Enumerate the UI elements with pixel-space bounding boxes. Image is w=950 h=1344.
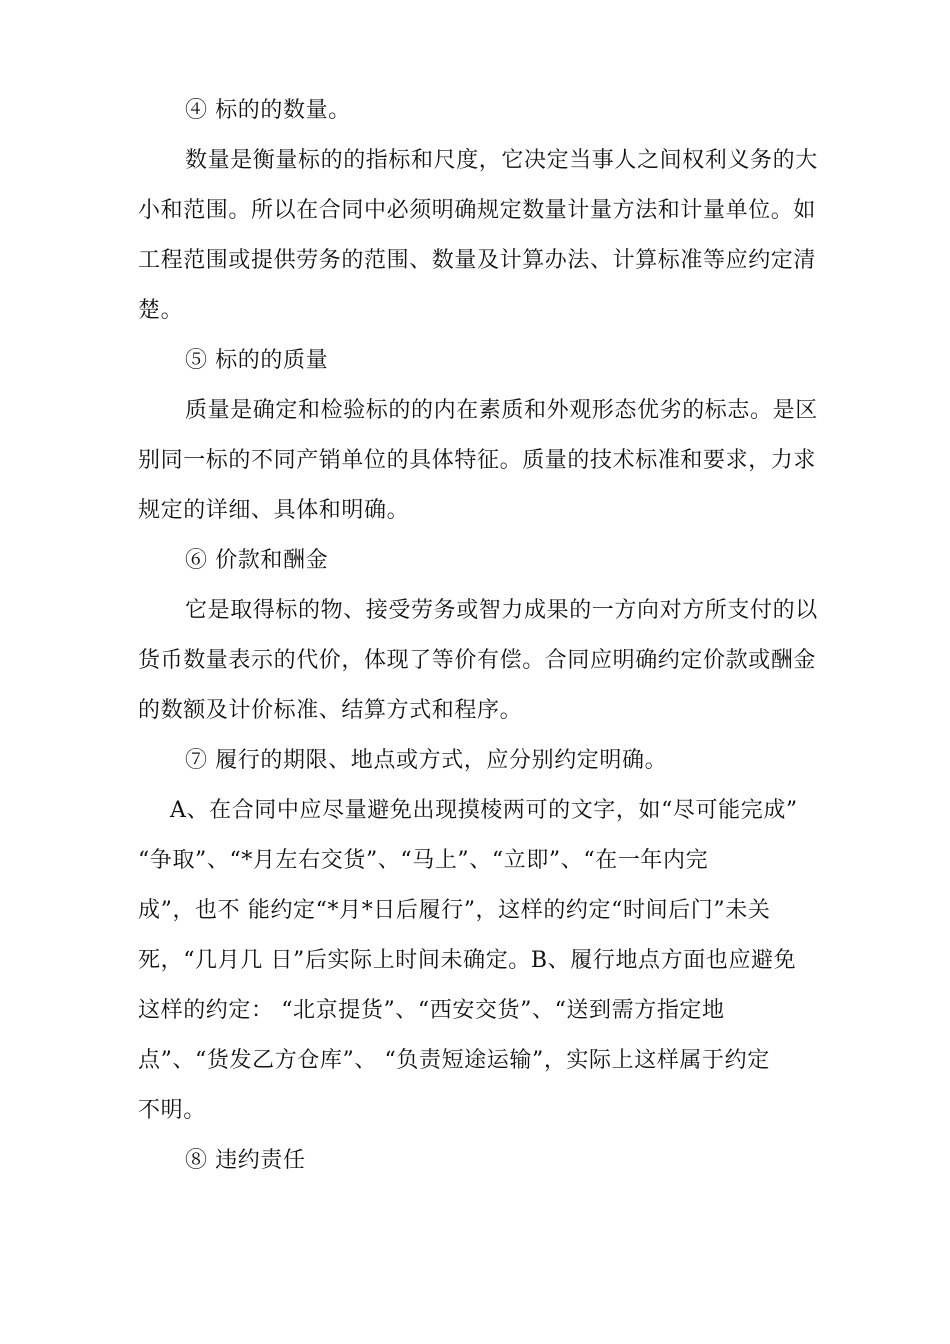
paragraph-line: 它是取得标的物、接受劳务或智力成果的一方向对方所支付的以 — [185, 598, 818, 623]
paragraph-line: 工程范围或提供劳务的范围、数量及计算办法、计算标准等应约定清 — [138, 248, 817, 273]
heading-performance: ⑦ 履行的期限、地点或方式，应分别约定明确。 — [185, 748, 668, 773]
paragraph-line: 死，“几月几 日”后实际上时间未确定。B、履行地点方面也应避免 — [138, 948, 797, 973]
paragraph-line: 数量是衡量标的的指标和尺度，它决定当事人之间权利义务的大 — [185, 148, 818, 173]
paragraph-line: 的数额及计价标准、结算方式和程序。 — [138, 698, 523, 723]
paragraph-line: A、在合同中应尽量避免出现摸棱两可的文字，如“尽可能完成” — [170, 798, 798, 823]
heading-quantity: ④ 标的的数量。 — [185, 98, 351, 123]
paragraph-line: 质量是确定和检验标的的内在素质和外观形态优劣的标志。是区 — [185, 398, 818, 423]
heading-price: ⑥ 价款和酬金 — [185, 548, 329, 573]
paragraph-line: 成”，也不 能约定“*月*日后履行”，这样的约定“时间后门”未关 — [138, 898, 771, 923]
paragraph-line: 别同一标的不同产销单位的具体特征。质量的技术标准和要求，力求 — [138, 448, 817, 473]
paragraph-line: 货币数量表示的代价，体现了等价有偿。合同应明确约定价款或酬金 — [138, 648, 817, 673]
paragraph-line: 不明。 — [138, 1098, 206, 1123]
paragraph-line: 小和范围。所以在合同中必须明确规定数量计量方法和计量单位。如 — [138, 198, 817, 223]
paragraph-line: 这样的约定： “北京提货”、“西安交货”、“送到需方指定地 — [138, 998, 725, 1023]
paragraph-line: “争取”、“*月左右交货”、“马上”、“立即”、“在一年内完 — [138, 848, 709, 873]
heading-quality: ⑤ 标的的质量 — [185, 348, 329, 373]
paragraph-line: 规定的详细、具体和明确。 — [138, 498, 410, 523]
paragraph-line: 楚。 — [138, 298, 184, 323]
paragraph-line: 点”、“货发乙方仓库”、 “负责短途运输”，实际上这样属于约定 — [138, 1048, 770, 1073]
heading-liability: ⑧ 违约责任 — [185, 1148, 306, 1173]
